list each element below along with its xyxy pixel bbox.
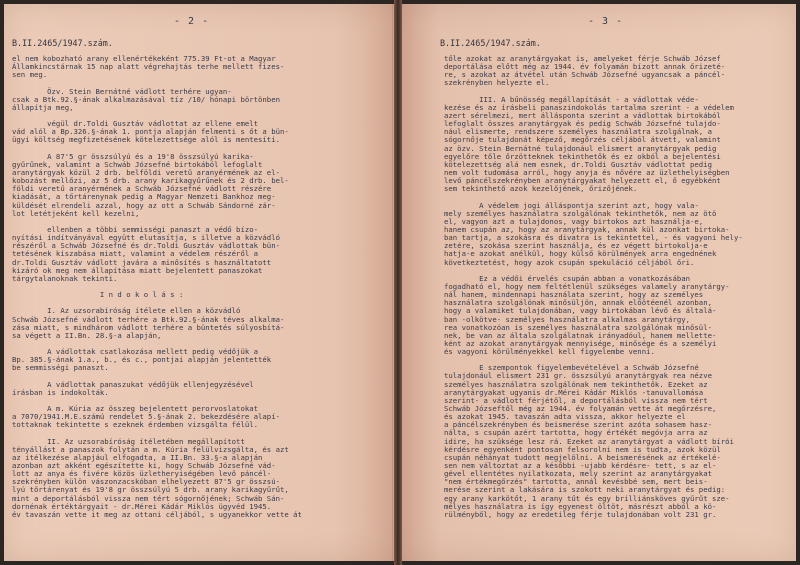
text-line: levő páncélszekrényben aranytárgyakat helyezett el, ő egyébként [444, 176, 721, 186]
text-line: az özv. Stein Bernátné tulajdonául elismert aranytárgyak pedig [444, 143, 717, 153]
page-body-text [444, 55, 790, 555]
text-line: nálta, s csupán azért tartotta, hogy értékét megóvja arra az [444, 428, 708, 438]
text-line: kiadását, a tőrtárenynak pedig a Magyar Nemzeti Bankhoz meg- [12, 192, 276, 202]
text-line: aranytárgyakat ugyanis dr.Mérei Kádár Miklós -tanuvallomása [444, 387, 704, 397]
text-line: sen nem változtat az a későbbi -ujabb kérdésre- tett, s az el- [444, 461, 717, 471]
text-line: sógornője tulajdonát képező, megőrzés céljából átvett, valamint [444, 135, 721, 145]
text-line: "nem értékmegőrzés" tartotta, annál kevésbbé sem, mert beis- [444, 477, 708, 487]
text-line: I n d o k o l á s : [12, 290, 184, 300]
text-line: ellenben a többi semmisségi panaszt a védő bízo- [12, 224, 259, 234]
text-line: egyelőre tőle őrzötteknek tekinthetők és ez okból a bejelentési [444, 151, 721, 161]
text-line: személyes használatra szolgálónak nem tekinthetők. Ezeket az [444, 379, 708, 389]
text-line: egy arany karkötőt, 1 arany tűt és egy brilliánsköves gyűrűt sze- [444, 493, 730, 503]
text-line: azert sérelmezi, mert állásponta szerint a vádlottak birtokából [444, 110, 721, 120]
text-line: végül dr.Toldi Gusztáv vádlottat az ellene emelt [12, 119, 259, 129]
text-line: zetére, szokása szerint használja, és ez végett birtokolja-e [444, 241, 708, 251]
text-line: Államkincstárnak 15 nap alatt végrehajtás terhe mellett fizes- [12, 62, 285, 72]
text-line: dr.Toldi Gusztáv vádlott javára a minősítés s használtatott [12, 257, 272, 267]
text-line: a 7070/1941.M.E.számú rendelet 5.§-ának 2. bekezdésére alapí- [12, 412, 280, 422]
text-line: év tavaszán vette it meg az ottani céljából, s ugyanekkor vette át [12, 509, 302, 519]
text-line: deportálása előtt még az 1944. év folyamán bízott annak őrizeté- [444, 62, 726, 72]
page-body-text [12, 55, 392, 555]
page-edge [392, 4, 393, 561]
text-line: fogadható el, hogy nem feltétlenül szükséges valamely aranytárgy- [444, 281, 730, 291]
text-line: A vádlottak csatlakozása mellett pedig védőjük a [12, 347, 259, 357]
text-line: földi veretű aranyérmének a Schwáb Józsefné vádlott részére [12, 184, 272, 194]
text-line: kérdésre egyenként pontosan felsorolni nem is tudta, azok közül [444, 444, 721, 454]
text-line: Schwáb Józsefné vádlott terhére a Btk.92.§-ának téves alkalma- [12, 314, 285, 324]
text-line: hanem csupán az, hogy az aranytárgyak, annak kül azonkat birtoka- [444, 224, 730, 234]
text-line: sem tekinthető azok kezelőjének, őrizőjének. [444, 184, 638, 194]
text-line: mely személyes használatra szolgálónak tekinthetők, nem az ötö [444, 208, 717, 218]
text-line: I. Az uzsorabíróság ítélete ellen a közvádló [12, 306, 241, 316]
text-line: mélyes használatra is így egyenest öltöt, másrészt abból a kö- [444, 501, 717, 511]
text-line: azonban azt akként egészítette ki, hogy Schwáb Józsefné vád- [12, 461, 276, 471]
text-line: és vagyoni körülményekkel kell figyelembe venni. [444, 347, 655, 357]
text-line: nek, be van az általa szolgálatnak irányadóul, hanem mellette- [444, 330, 717, 340]
text-line: lefoglalt összes aranytárgyak és pedig Schwáb Józsefné tulajdo- [444, 119, 721, 129]
text-line: nál hanem, mindennapi használata szerint, hogy az személyes [444, 290, 704, 300]
text-line: tulajdonául elismert 231 gr. összsúlyú aranytárgyak rea nézve [444, 371, 712, 381]
text-line: következtetést, hogy azok csupán spekuláció céljából őri. [444, 257, 695, 267]
text-line: használatra szolgálónak minősüljön, annak előötéenél azonban, [444, 298, 712, 308]
text-line: kobozást mellőzi, az 5 drb. arany karikagyűrűnek és 2 drb. bel- [12, 176, 289, 186]
text-line: el, vagyon azt a tulajdonos, vagy birtokos azt használja-e, [444, 216, 704, 226]
text-line: vád alól a Bp.326.§-ának 1. pontja alapján felmenti s őt a bün- [12, 127, 289, 137]
text-line: ként az azokat aranytárgyak mennyisége, minősége és a személyi [444, 338, 717, 348]
text-line: küldését elrendeli azzal, hogy az ott a Schwáb Sándorné zár- [12, 200, 276, 210]
text-line: részéről a Schwáb Józsefné és dr.Toldi Gusztáv vádlottak bün- [12, 241, 280, 251]
text-line: hatja-e azokat anélkül, hogy külső körülmények arra engednének [444, 249, 717, 259]
text-line: A vádlottak panaszukat védőjük ellenjegyzésével [12, 379, 254, 389]
text-line: csak a Btk.92.§-ának alkalmazásával tíz /10/ hónapi börtönben [12, 94, 280, 104]
text-line: A 87'5 gr összsúlyú és a 19'8 összsúlyú karika- [12, 151, 254, 161]
text-line: A m. Kúria az összeg bejelentett perorvoslatokat [12, 404, 259, 414]
left-page [4, 4, 394, 561]
text-line: lott az anya és fivére közös üzletheryiségében levő páncél- [12, 469, 272, 479]
text-line: és azokat 1945. tavaszán adta vissza, akkor helyezte el [444, 412, 686, 422]
text-line: tőle azokat az aranytárgyakat is, amelyeket férje Schwáb József [444, 55, 721, 63]
text-line: Ez a védői érvelés csupán abban a vonatkozásában [444, 273, 691, 283]
text-line: Bp. 385.§-ának 1.a., b., és c., pontjai alapján jelentették [12, 355, 272, 365]
text-line: rülményből, hogy az eredetileg férje tulajdonában volt 231 gr. [444, 509, 717, 519]
text-line: a páncélszekrényben és beismerése szerint azóta sohasem hasz- [444, 420, 712, 430]
text-line: lot letétjeként kell kezelni, [12, 208, 140, 218]
text-line: gével ellentétes nyilatkozata, mely szerint az aranytárgyakat [444, 469, 712, 479]
book-gutter [394, 0, 402, 565]
text-line: gyűrűnek, valamint a Schwáb Józsefné birtokából lefoglalt [12, 159, 263, 169]
text-line: re, s azokat az átvétel után Schwáb Józsefné ugyancsak a páncél- [444, 70, 726, 80]
text-line: szekrényben külön vászonzacskóban elhelyezett 87'5 gr összsú- [12, 477, 280, 487]
text-line: zása miatt, s mindhárom vádlott terhére a büntetés súlyosbítá- [12, 322, 285, 332]
text-line: Özv. Stein Bernátné vádlott terhére ugyan- [12, 86, 232, 96]
text-line: tottaknak tekintette s ezeknek érdemben vizsgálta félül. [12, 420, 259, 430]
text-line: nául elismerte, rendszere személyes használatra szolgálnak, a [444, 127, 712, 137]
document-reference: B.II.2465/1947.szám. [12, 38, 113, 48]
text-line: tetésének kiszabása miatt, valamint a védelem részéről a [12, 249, 259, 259]
text-line: lyú tőrtárenyat és 19'8 gr összsúlyú 5 drb. arany karikagyűrűt, [12, 485, 289, 495]
page-number: - 2 - [174, 16, 210, 27]
text-line: mint a deportálásból vissza nem tért sógornőjének; Schwáb Sán- [12, 493, 285, 503]
text-line: dornénak értéktárgyait - dr.Mérei Kádár Miklós ügyvéd 1945. [12, 501, 272, 511]
text-line: hogy a valamiket tulajdonában, vagy birtokában lévő és általá- [444, 306, 717, 316]
text-line: kezése és az írásbeli panaszindokolás tartalma szerint - a védelem [444, 102, 734, 112]
text-line: III. A bűnösség megállapítását - a vádlottak véde- [444, 94, 699, 104]
text-line: kötelezettség alá nem esnek, dr.Toldi Gusztáv vádlottat pedig [444, 159, 712, 169]
text-line: idire, ha szüksége lesz rá. Ezeket az aranytárgyat a vádlott bírói [444, 436, 734, 446]
text-line: el nem kobozható arany ellenértékeként 775.39 Ft-ot a Magyar [12, 55, 276, 63]
right-page [402, 4, 796, 561]
text-line: aranytárgyak közül 2 drb. belföldi veretű aranyérmének az el- [12, 167, 280, 177]
text-line: csupán néhányat tudott megjelölni. A beismerésének az értékelé- [444, 452, 721, 462]
text-line: tényállást a panaszok folytán a m. Kúria felülvizsgálta, és azt [12, 444, 289, 454]
text-line: nem volt tudomása arról, hogy anyja és nővére az üzlethelyiségben [444, 167, 730, 177]
text-line: szerint- a vádlott férjétől, a deportálásból vissza nem tért [444, 395, 708, 405]
text-line: az itélkezése alapjául elfogadta, a II.Bn. 33.§-a alapján [12, 452, 263, 462]
text-line: be semmisségi panaszt. [12, 363, 109, 373]
text-line: írásban is indokolták. [12, 387, 109, 397]
text-line: sen meg. [12, 70, 48, 80]
text-line: Schwáb Józseftől még az 1944. év folyamán vette át megőrzésre, [444, 404, 717, 414]
text-line: ban tartja, a szokásra és divatra is tekintettel, - és vagyoni hely- [444, 233, 743, 243]
text-line: II. Az uzsorabíróság ítéletében megállapított [12, 436, 245, 446]
text-line: merése szerint a lakására is szokott neki aranytárgyat és pedig: [444, 485, 726, 495]
text-line: sa végett a II.Bn. 28.§-a alapján, [12, 330, 162, 340]
text-line: E szempontok figyelembevételével a Schwáb Józsefné [444, 363, 699, 373]
text-line: ban -olkötve- személyes használatra alkalmas aranytárgy, [444, 314, 691, 324]
document-reference: B.II.2465/1947.szám. [440, 38, 541, 48]
text-line: A védelem jogi álláspontja szerint azt, hogy vala- [444, 200, 699, 210]
text-line: kizáró ok meg nem állapítása miatt bejelentett panaszokat [12, 265, 263, 275]
page-number: - 3 - [588, 16, 624, 27]
text-line: állapítja meg, [12, 102, 74, 112]
text-line: szekrényben helyezte el. [444, 78, 550, 88]
text-line: tárgytalanoknak tekinti. [12, 273, 118, 283]
text-line: ügyi költség megfizetésének kötelezettsége alól is mentesíti. [12, 135, 280, 145]
text-line: nyítási indítványával együtt elutasítja, s illetve a közvádló [12, 233, 280, 243]
text-line: rea vonatkozóan is személyes használatra szolgálónak minősül- [444, 322, 712, 332]
